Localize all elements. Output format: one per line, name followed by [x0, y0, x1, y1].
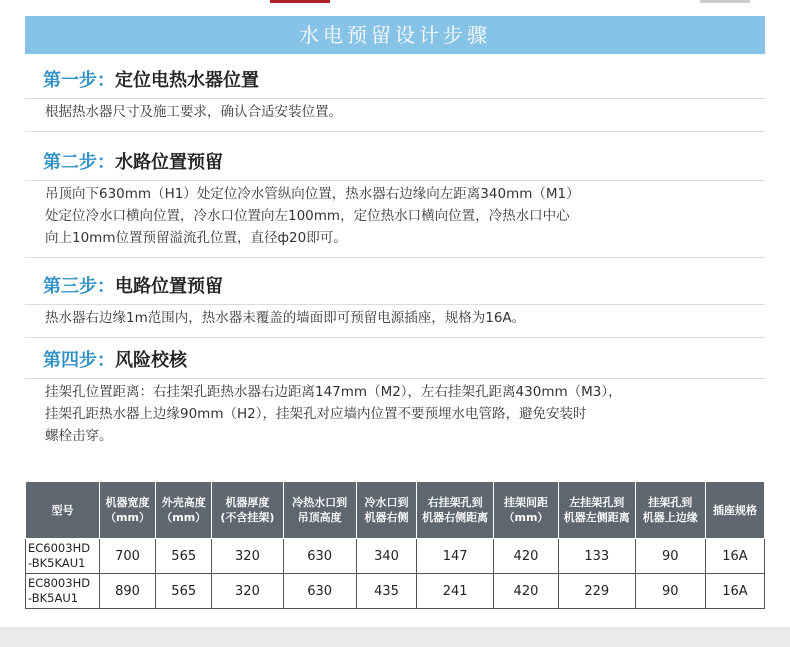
table-cell: 90 [635, 539, 705, 574]
table-cell: 16A [705, 539, 764, 574]
step-title: 电路位置预留 [115, 276, 223, 297]
step-text-line: 热水器右边缘1m范围内，热水器未覆盖的墙面即可预留电源插座，规格为16A。 [45, 310, 526, 326]
header-line: （mm） [161, 511, 207, 524]
column-header [493, 482, 558, 539]
column-header [635, 482, 705, 539]
header-line: (不含挂架) [220, 511, 275, 524]
header-line: 机器左侧距离 [563, 511, 630, 524]
column-header [283, 482, 356, 539]
divider [25, 257, 765, 258]
top-strip [0, 0, 790, 8]
model-line: -BK5AU1 [28, 591, 79, 605]
table-cell: 90 [635, 574, 705, 609]
step-text-line: 处定位冷水口横向位置，冷水口位置向左100mm，定位热水口横向位置，冷热水口中心 [45, 208, 570, 224]
table-cell: 630 [283, 539, 356, 574]
header-line: 外壳高度 [161, 496, 206, 509]
step-number: 第一步： [43, 70, 115, 91]
model-line: EC8003HD [28, 576, 91, 590]
table-cell: 147 [417, 539, 494, 574]
table-row [26, 574, 765, 609]
step-title: 风险校核 [115, 350, 187, 371]
header-line: 冷水口到 [364, 496, 409, 509]
column-header [156, 482, 212, 539]
step-body [25, 99, 765, 123]
table-cell: 320 [212, 539, 283, 574]
header-line: 插座规格 [712, 503, 757, 517]
step-heading [25, 66, 765, 96]
step-number: 第四步： [43, 350, 115, 371]
step-title: 水路位置预留 [115, 152, 223, 173]
step-number: 第三步： [43, 276, 115, 297]
step-body [25, 379, 765, 447]
column-header [417, 482, 494, 539]
divider [25, 131, 765, 132]
header-line: 机器厚度 [225, 496, 270, 509]
model-line: EC6003HD [28, 541, 91, 555]
model-cell [26, 574, 100, 609]
table-cell: 630 [283, 574, 356, 609]
table-cell: 420 [493, 539, 558, 574]
header-line: （mm） [105, 511, 150, 524]
step-title: 定位电热水器位置 [115, 70, 259, 91]
table-cell: 320 [212, 574, 283, 609]
header-line: 型号 [51, 503, 74, 517]
header-line: 机器上边缘 [642, 511, 698, 524]
column-header [99, 482, 155, 539]
header-line: 机器右侧 [364, 511, 409, 524]
column-header [558, 482, 635, 539]
table-cell: 565 [156, 539, 212, 574]
model-cell [26, 539, 100, 574]
step-text-line: 吊顶向下630mm（H1）处定位冷水管纵向位置，热水器右边缘向左距离340mm（M1） [45, 186, 580, 202]
step-1 [25, 66, 765, 132]
divider [25, 337, 765, 338]
header-line: 机器宽度 [105, 496, 150, 509]
step-heading [25, 272, 765, 302]
footer-bar [0, 627, 790, 647]
header-line: （mm） [503, 511, 549, 524]
step-text-line: 向上10mm位置预留溢流孔位置，直径ф20即可。 [45, 230, 347, 246]
header-line: 左挂架孔到 [569, 496, 625, 509]
step-4 [25, 346, 765, 447]
header-line: 右挂架孔到 [427, 496, 483, 509]
table-cell: 420 [493, 574, 558, 609]
step-text-line: 螺栓击穿。 [45, 428, 113, 444]
step-text-line: 根据热水器尺寸及施工要求，确认合适安装位置。 [45, 104, 342, 120]
step-text-line: 挂架孔位置距离：右挂架孔距热水器右边距离147mm（M2），左右挂架孔距离430mm（M3）， [45, 384, 622, 400]
step-3 [25, 272, 765, 338]
table-cell: 340 [356, 539, 417, 574]
header-line: 挂架间距 [503, 496, 548, 509]
step-number: 第二步： [43, 152, 115, 173]
column-header [705, 482, 764, 539]
table-cell: 16A [705, 574, 764, 609]
step-2 [25, 148, 765, 258]
model-line: -BK5KAU1 [28, 556, 86, 570]
spec-table [25, 481, 765, 609]
table-cell: 565 [156, 574, 212, 609]
step-body [25, 181, 765, 249]
table-header-row [26, 482, 765, 539]
header-line: 冷热水口到 [292, 496, 348, 509]
top-decoration-right [700, 0, 750, 3]
column-header [26, 482, 100, 539]
table-cell: 700 [99, 539, 155, 574]
table-cell: 241 [417, 574, 494, 609]
step-heading [25, 346, 765, 376]
table-cell: 890 [99, 574, 155, 609]
column-header [356, 482, 417, 539]
top-decoration [270, 0, 330, 3]
step-text-line: 挂架孔距热水器上边缘90mm（H2），挂架孔对应墙内位置不要预埋水电管路，避免安装时 [45, 406, 587, 422]
table-cell: 229 [558, 574, 635, 609]
step-body [25, 305, 765, 329]
header-line: 机器右侧距离 [422, 511, 489, 524]
column-header [212, 482, 283, 539]
table-row [26, 539, 765, 574]
header-line: 挂架孔到 [648, 496, 693, 509]
section-banner: 水电预留设计步骤 [25, 16, 765, 54]
table-cell: 435 [356, 574, 417, 609]
step-heading [25, 148, 765, 178]
table-cell: 133 [558, 539, 635, 574]
header-line: 吊顶高度 [297, 511, 342, 524]
